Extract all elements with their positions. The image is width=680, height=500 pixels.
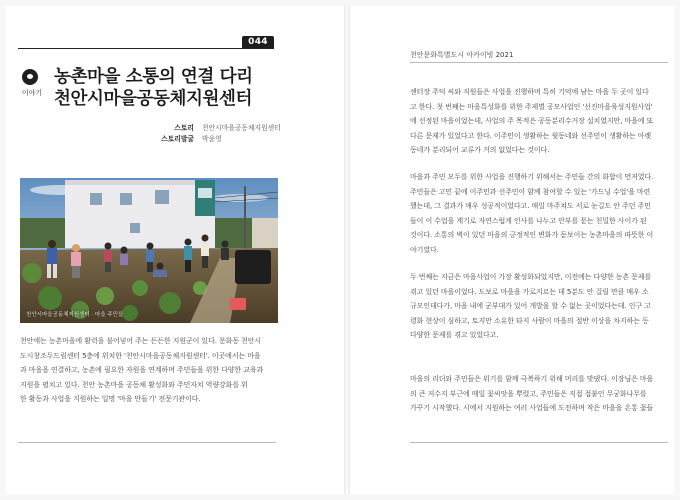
text-line: 가꾸기 시작했다. 시에서 지원하는 여러 사업들에 도전하며 작은 마을을 온통 꽃들 [410,404,654,413]
text-line: 동네가 분리되어 교류가 거의 없었다는 것이다. [410,146,550,155]
text-line: 규모인데다가, 마을 내에 군부대가 있어 개발을 할 수 없는 곳이었다는데. 인구 고 [410,302,651,311]
photo-illustration [20,178,278,323]
running-head: 천안문화특별도시 아카이빙 2021 [410,51,514,59]
paragraph [410,170,653,258]
credit-key: 스토리 [174,124,194,132]
text-line: 고 한다. 첫 번째는 마을특성화를 위한 주제별 공모사업인 '선진마을육성지원사업' [410,102,653,111]
text-line: 했는데, 그 결과가 매우 성공적이었다고. 매일 마주쳐도 서로 눈길도 안 주던 주민 [410,202,651,211]
gardening-photo [20,178,278,323]
speech-bubble-icon [22,69,38,85]
story-label: 이야기 [21,89,43,97]
bottom-rule [18,442,276,443]
credit-value: 박윤영 [202,135,222,143]
text-line: 주민들은 고민 끝에 이주민과 선주민이 함께 참여할 수 있는 '가드닝 수업'을 마련 [410,187,651,196]
credit-key: 스토리발굴 [161,135,194,143]
text-line: 다른 문제가 있었다고 한다. 이주민이 생활하는 윗동네와 선주민이 생활하는 아랫 [410,131,652,140]
article-title [54,66,253,110]
text-line: 과 마을을 연결하고, 농촌에 필요한 자원을 연계하며 주민들을 위한 다양한 교육과 [20,366,264,375]
text-line: 센터장 주덕 씨와 직원들은 사업을 진행하며 특히 기억에 남는 마을 두 곳이 있다 [410,88,649,96]
text-line: 들이 이 수업을 계기로 자연스럽게 인사를 나누고 안부를 묻는 친밀한 사이가 된 [410,216,647,225]
paragraph [410,85,653,158]
text-line: 야기였다. [410,245,439,254]
text-line: 의 큰 저수지 부근에 매일 꽃씨앗을 뿌렸고, 주민들은 직접 접붙인 무궁화나무를 [410,389,647,398]
text-line: 다양한 문제를 겪고 있었다고. [410,331,499,340]
title-line: 천안시마을공동체지원센터 [54,89,253,109]
text-line: 령화 현상이 심하고, 토지만 소유한 타지 사람이 마을의 절반 이상을 차지하는 등 [410,316,649,325]
left-page [6,6,344,494]
text-line: 겪고 있던 마을이었다. 도보로 마을을 가로지르는 데 5분도 안 걸릴 만큼 매우 소 [410,287,649,296]
text-line: 에 선정된 마을이었는데, 사업의 주 목적은 공동분리수거장 설치였지만, 마을에 또 [410,117,654,126]
photo-caption: 천안시마을공동체지원센터 · 마을 주민들 [26,312,124,318]
text-line: 두 번째는 지금은 마을사업이 가장 활성화되었지만, 이전에는 다양한 농촌 문제를 [410,273,652,281]
text-line: 한 활동과 사업을 지원하는 일명 '마을 만들기' 전문기관이다. [20,395,201,404]
paragraph [410,372,653,416]
bottom-rule [410,442,668,443]
text-line: 도시창조두드림센터 5층에 위치한 '천안시마을공동체지원센터'. 이곳에서는 마을 [20,351,261,360]
credit-row [116,123,281,134]
text-line: 마을의 리더와 주민들은 위기를 함께 극복하기 위해 머리를 맞댔다. 이장님은 마을 [410,375,654,383]
paragraph [410,270,651,343]
text-line: 마을과 주민 모두를 위한 사업을 진행하기 위해서는 주민들 간의 화합이 먼저였다. [410,173,654,181]
text-line: 지원을 펼치고 있다. 천안 농촌마을 공동체 활성화와 주민자치 역량강화를 위 [20,380,248,389]
top-rule [410,62,668,63]
top-rule [18,48,274,49]
credit-value: 천안시마을공동체지원센터 [202,124,281,132]
right-page [350,6,674,494]
text-line: 것이다. 소통의 벽이 있던 마을의 긍정적인 변화가 돋보이는 농촌마을의 따뜻한 이 [410,231,654,240]
credit-row [116,134,281,145]
text-line: 천안에는 농촌마을에 활력을 불어넣어 주는 든든한 지원군이 있다. 문화동 천안시 [20,337,262,345]
page-number: 044 [242,36,274,49]
magazine-spread [6,6,674,494]
title-line: 농촌마을 소통의 연결 다리 [54,67,253,87]
intro-paragraph [20,334,263,407]
credits [116,123,281,145]
